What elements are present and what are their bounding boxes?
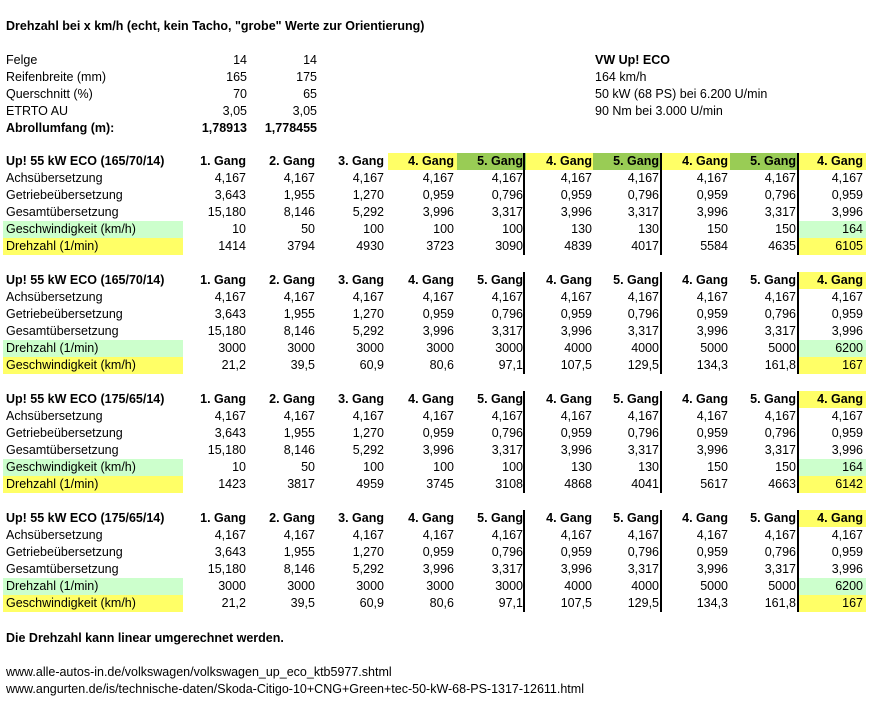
gear-header[interactable]: 5. Gang xyxy=(750,511,796,525)
tire-param-value-165[interactable]: 14 xyxy=(233,53,247,67)
value-cell[interactable]: 4,167 xyxy=(560,528,592,542)
row-label[interactable]: Gesamtübersetzung xyxy=(6,562,119,576)
value-cell[interactable]: 3,996 xyxy=(560,443,592,457)
gear-header[interactable]: 2. Gang xyxy=(269,511,315,525)
value-cell[interactable]: 0,796 xyxy=(491,188,523,202)
value-cell[interactable]: 4,167 xyxy=(831,528,863,542)
value-cell[interactable]: 5584 xyxy=(700,239,728,253)
value-cell[interactable]: 3000 xyxy=(426,579,454,593)
value-cell[interactable]: 8,146 xyxy=(283,562,315,576)
value-cell[interactable]: 4,167 xyxy=(560,290,592,304)
row-label[interactable]: Getriebeübersetzung xyxy=(6,545,123,559)
gear-header[interactable]: 3. Gang xyxy=(338,392,384,406)
gear-header[interactable]: 4. Gang xyxy=(682,273,728,287)
value-cell[interactable]: 3,996 xyxy=(831,324,863,338)
value-cell[interactable]: 100 xyxy=(433,460,454,474)
value-cell[interactable]: 0,796 xyxy=(764,426,796,440)
value-cell[interactable]: 4,167 xyxy=(764,528,796,542)
value-cell[interactable]: 150 xyxy=(775,222,796,236)
value-cell[interactable]: 5617 xyxy=(700,477,728,491)
value-cell[interactable]: 3000 xyxy=(426,341,454,355)
gear-header[interactable]: 1. Gang xyxy=(200,273,246,287)
value-cell[interactable]: 0,959 xyxy=(696,188,728,202)
value-cell[interactable]: 3,317 xyxy=(627,562,659,576)
value-cell[interactable]: 4,167 xyxy=(283,409,315,423)
value-cell[interactable]: 4868 xyxy=(564,477,592,491)
value-cell[interactable]: 1,955 xyxy=(283,545,315,559)
value-cell[interactable]: 3,317 xyxy=(491,443,523,457)
value-cell[interactable]: 1,955 xyxy=(283,188,315,202)
value-cell[interactable]: 4959 xyxy=(356,477,384,491)
gear-header[interactable]: 4. Gang xyxy=(546,392,592,406)
value-cell[interactable]: 60,9 xyxy=(359,358,384,372)
value-cell[interactable]: 130 xyxy=(571,222,592,236)
section-title[interactable]: Up! 55 kW ECO (175/65/14) xyxy=(6,511,165,525)
gear-header[interactable]: 4. Gang xyxy=(682,511,728,525)
value-cell[interactable]: 4,167 xyxy=(352,528,384,542)
value-cell[interactable]: 4,167 xyxy=(352,409,384,423)
value-cell[interactable]: 100 xyxy=(433,222,454,236)
tire-param-label[interactable]: Querschnitt (%) xyxy=(6,87,93,101)
value-cell[interactable]: 3000 xyxy=(356,341,384,355)
row-label[interactable]: Gesamtübersetzung xyxy=(6,443,119,457)
value-cell[interactable]: 161,8 xyxy=(764,596,796,610)
value-cell[interactable]: 4017 xyxy=(631,239,659,253)
value-cell[interactable]: 4000 xyxy=(564,579,592,593)
gear-header[interactable]: 5. Gang xyxy=(457,153,526,170)
value-cell[interactable]: 4,167 xyxy=(422,171,454,185)
gear-header[interactable]: 5. Gang xyxy=(593,153,662,170)
value-cell[interactable]: 3,317 xyxy=(627,324,659,338)
value-cell[interactable]: 3000 xyxy=(495,341,523,355)
gear-header[interactable]: 3. Gang xyxy=(338,273,384,287)
value-cell[interactable]: 8,146 xyxy=(283,324,315,338)
value-cell[interactable]: 3,996 xyxy=(560,205,592,219)
value-cell[interactable]: 3,643 xyxy=(214,426,246,440)
row-label[interactable]: Drehzahl (1/min) xyxy=(3,238,183,255)
value-cell[interactable]: 0,796 xyxy=(627,545,659,559)
gear-header[interactable]: 4. Gang xyxy=(797,153,866,170)
gear-header[interactable]: 4. Gang xyxy=(408,392,454,406)
value-cell[interactable]: 80,6 xyxy=(429,596,454,610)
gear-header[interactable]: 5. Gang xyxy=(750,273,796,287)
section-title[interactable]: Up! 55 kW ECO (165/70/14) xyxy=(6,273,165,287)
value-cell[interactable]: 5,292 xyxy=(352,324,384,338)
value-cell[interactable]: 4,167 xyxy=(764,290,796,304)
value-cell[interactable]: 5,292 xyxy=(352,205,384,219)
gear-header[interactable]: 1. Gang xyxy=(200,154,246,168)
column-divider xyxy=(660,391,662,493)
row-label[interactable]: Achsübersetzung xyxy=(6,171,103,185)
value-cell[interactable]: 0,959 xyxy=(560,545,592,559)
column-divider xyxy=(660,153,662,255)
tire-param-value-165[interactable]: 165 xyxy=(226,70,247,84)
value-cell[interactable]: 0,959 xyxy=(422,307,454,321)
row-label[interactable]: Achsübersetzung xyxy=(6,290,103,304)
value-cell[interactable]: 3,317 xyxy=(491,324,523,338)
value-cell[interactable]: 3,996 xyxy=(696,562,728,576)
value-cell[interactable]: 0,959 xyxy=(422,188,454,202)
gear-header[interactable]: 4. Gang xyxy=(682,392,728,406)
value-cell[interactable]: 4,167 xyxy=(560,409,592,423)
value-cell[interactable]: 4,167 xyxy=(696,409,728,423)
row-label[interactable]: Gesamtübersetzung xyxy=(6,324,119,338)
value-cell[interactable]: 4,167 xyxy=(491,290,523,304)
gear-header[interactable]: 4. Gang xyxy=(797,510,866,527)
value-cell[interactable]: 4,167 xyxy=(491,171,523,185)
gear-header[interactable]: 4. Gang xyxy=(662,153,731,170)
gear-header[interactable]: 5. Gang xyxy=(477,273,523,287)
column-divider xyxy=(797,391,799,493)
value-cell[interactable]: 4,167 xyxy=(831,171,863,185)
value-cell[interactable]: 60,9 xyxy=(359,596,384,610)
tire-param-label[interactable]: Reifenbreite (mm) xyxy=(6,70,107,84)
value-cell[interactable]: 4,167 xyxy=(491,528,523,542)
value-cell[interactable]: 15,180 xyxy=(207,443,246,457)
value-cell[interactable]: 39,5 xyxy=(290,596,315,610)
sheet-title[interactable]: Drehzahl bei x km/h (echt, kein Tacho, "grobe" Werte zur Orientierung) xyxy=(6,19,425,33)
value-cell[interactable]: 50 xyxy=(301,222,315,236)
column-divider xyxy=(523,510,525,612)
value-cell[interactable]: 0,959 xyxy=(560,188,592,202)
column-divider xyxy=(797,510,799,612)
value-cell[interactable]: 3,996 xyxy=(560,562,592,576)
value-cell[interactable]: 3,317 xyxy=(627,443,659,457)
gear-header[interactable]: 4. Gang xyxy=(408,273,454,287)
value-cell[interactable]: 0,796 xyxy=(764,545,796,559)
value-cell[interactable]: 150 xyxy=(707,222,728,236)
value-cell[interactable]: 1,955 xyxy=(283,307,315,321)
footer-note[interactable]: Die Drehzahl kann linear umgerechnet werden. xyxy=(6,631,284,645)
value-cell[interactable]: 4663 xyxy=(768,477,796,491)
value-cell[interactable]: 4,167 xyxy=(627,290,659,304)
value-cell[interactable]: 0,959 xyxy=(831,307,863,321)
link-angurten[interactable]: www.angurten.de/is/technische-daten/Skoda-Citigo-10+CNG+Green+tec-50-kW-68-PS-1317-12611.html xyxy=(6,682,584,696)
value-cell[interactable]: 167 xyxy=(797,595,866,612)
value-cell[interactable]: 50 xyxy=(301,460,315,474)
value-cell[interactable]: 4,167 xyxy=(283,528,315,542)
gear-header[interactable]: 1. Gang xyxy=(200,392,246,406)
gear-header[interactable]: 3. Gang xyxy=(338,154,384,168)
value-cell[interactable]: 0,796 xyxy=(491,307,523,321)
tire-param-value-165[interactable]: 70 xyxy=(233,87,247,101)
value-cell[interactable]: 4,167 xyxy=(214,290,246,304)
car-info-line[interactable]: 50 kW (68 PS) bei 6.200 U/min xyxy=(595,87,768,101)
value-cell[interactable]: 0,796 xyxy=(627,307,659,321)
value-cell[interactable]: 134,3 xyxy=(696,596,728,610)
car-info-line[interactable]: VW Up! ECO xyxy=(595,53,670,67)
value-cell[interactable]: 3,996 xyxy=(422,562,454,576)
value-cell[interactable]: 3000 xyxy=(495,579,523,593)
value-cell[interactable]: 3,317 xyxy=(764,324,796,338)
value-cell[interactable]: 3,643 xyxy=(214,307,246,321)
row-label[interactable]: Getriebeübersetzung xyxy=(6,426,123,440)
row-label[interactable]: Getriebeübersetzung xyxy=(6,188,123,202)
value-cell[interactable]: 3000 xyxy=(356,579,384,593)
value-cell[interactable]: 39,5 xyxy=(290,358,315,372)
value-cell[interactable]: 3,996 xyxy=(422,443,454,457)
gear-header[interactable]: 4. Gang xyxy=(546,511,592,525)
column-divider xyxy=(523,391,525,493)
value-cell[interactable]: 3,643 xyxy=(214,188,246,202)
value-cell[interactable]: 3,996 xyxy=(422,324,454,338)
value-cell[interactable]: 164 xyxy=(797,459,866,476)
gear-header[interactable]: 5. Gang xyxy=(477,511,523,525)
value-cell[interactable]: 130 xyxy=(638,460,659,474)
value-cell[interactable]: 1,270 xyxy=(352,307,384,321)
gear-header[interactable]: 4. Gang xyxy=(388,153,457,170)
value-cell[interactable]: 4930 xyxy=(356,239,384,253)
tire-param-value-175[interactable]: 3,05 xyxy=(292,104,317,118)
value-cell[interactable]: 4,167 xyxy=(696,528,728,542)
section-title[interactable]: Up! 55 kW ECO (175/65/14) xyxy=(6,392,165,406)
value-cell[interactable]: 130 xyxy=(571,460,592,474)
value-cell[interactable]: 100 xyxy=(363,460,384,474)
value-cell[interactable]: 3,317 xyxy=(627,205,659,219)
gear-header[interactable]: 5. Gang xyxy=(613,511,659,525)
tire-param-label[interactable]: Felge xyxy=(6,53,38,67)
value-cell[interactable]: 3000 xyxy=(287,579,315,593)
value-cell[interactable]: 4,167 xyxy=(560,171,592,185)
tire-param-value-175[interactable]: 14 xyxy=(303,53,317,67)
tire-param-value-165[interactable]: 3,05 xyxy=(222,104,247,118)
value-cell[interactable]: 4,167 xyxy=(422,290,454,304)
value-cell[interactable]: 3,643 xyxy=(214,545,246,559)
value-cell[interactable]: 10 xyxy=(232,460,246,474)
value-cell[interactable]: 4,167 xyxy=(696,171,728,185)
value-cell[interactable]: 0,959 xyxy=(560,426,592,440)
value-cell[interactable]: 4,167 xyxy=(352,171,384,185)
gear-header[interactable]: 4. Gang xyxy=(526,153,595,170)
link-alle-autos[interactable]: www.alle-autos-in.de/volkswagen/volkswagen_up_eco_ktb5977.shtml xyxy=(6,665,392,679)
gear-header[interactable]: 4. Gang xyxy=(408,511,454,525)
value-cell[interactable]: 3000 xyxy=(218,579,246,593)
value-cell[interactable]: 0,796 xyxy=(764,307,796,321)
gear-header[interactable]: 5. Gang xyxy=(730,153,799,170)
value-cell[interactable]: 0,959 xyxy=(422,545,454,559)
value-cell[interactable]: 1,270 xyxy=(352,426,384,440)
value-cell[interactable]: 21,2 xyxy=(221,596,246,610)
column-divider xyxy=(797,153,799,255)
value-cell[interactable]: 4,167 xyxy=(283,171,315,185)
value-cell[interactable]: 4041 xyxy=(631,477,659,491)
value-cell[interactable]: 167 xyxy=(797,357,866,374)
column-divider xyxy=(660,272,662,374)
value-cell[interactable]: 5000 xyxy=(700,341,728,355)
value-cell[interactable]: 3,996 xyxy=(831,443,863,457)
value-cell[interactable]: 0,959 xyxy=(696,307,728,321)
value-cell[interactable]: 3,996 xyxy=(696,443,728,457)
value-cell[interactable]: 6142 xyxy=(797,476,866,493)
row-label[interactable]: Achsübersetzung xyxy=(6,528,103,542)
value-cell[interactable]: 134,3 xyxy=(696,358,728,372)
value-cell[interactable]: 5000 xyxy=(700,579,728,593)
gear-header[interactable]: 4. Gang xyxy=(797,391,866,408)
column-divider xyxy=(660,510,662,612)
value-cell[interactable]: 3000 xyxy=(287,341,315,355)
row-label[interactable]: Drehzahl (1/min) xyxy=(3,476,183,493)
value-cell[interactable]: 4,167 xyxy=(764,171,796,185)
value-cell[interactable]: 0,796 xyxy=(627,426,659,440)
value-cell[interactable]: 4,167 xyxy=(764,409,796,423)
value-cell[interactable]: 3745 xyxy=(426,477,454,491)
value-cell[interactable]: 107,5 xyxy=(560,596,592,610)
gear-header[interactable]: 5. Gang xyxy=(750,392,796,406)
row-label[interactable]: Geschwindigkeit (km/h) xyxy=(3,357,183,374)
value-cell[interactable]: 4,167 xyxy=(214,171,246,185)
value-cell[interactable]: 3,317 xyxy=(491,562,523,576)
value-cell[interactable]: 3000 xyxy=(218,341,246,355)
gear-header[interactable]: 5. Gang xyxy=(613,273,659,287)
tire-param-value-175[interactable]: 1,778455 xyxy=(264,121,317,135)
value-cell[interactable]: 3,317 xyxy=(764,443,796,457)
value-cell[interactable]: 0,959 xyxy=(422,426,454,440)
gear-header[interactable]: 2. Gang xyxy=(269,154,315,168)
value-cell[interactable]: 3817 xyxy=(287,477,315,491)
car-info-line[interactable]: 164 km/h xyxy=(595,70,647,84)
value-cell[interactable]: 3090 xyxy=(495,239,523,253)
value-cell[interactable]: 1423 xyxy=(218,477,246,491)
value-cell[interactable]: 3,996 xyxy=(831,562,863,576)
value-cell[interactable]: 21,2 xyxy=(221,358,246,372)
tire-param-label[interactable]: Abrollumfang (m): xyxy=(6,121,115,135)
value-cell[interactable]: 15,180 xyxy=(207,562,246,576)
value-cell[interactable]: 4,167 xyxy=(283,290,315,304)
row-label[interactable]: Achsübersetzung xyxy=(6,409,103,423)
value-cell[interactable]: 0,959 xyxy=(831,545,863,559)
value-cell[interactable]: 15,180 xyxy=(207,324,246,338)
value-cell[interactable]: 5000 xyxy=(768,579,796,593)
row-label[interactable]: Drehzahl (1/min) xyxy=(3,578,183,595)
value-cell[interactable]: 4,167 xyxy=(831,290,863,304)
value-cell[interactable]: 0,959 xyxy=(560,307,592,321)
value-cell[interactable]: 3108 xyxy=(495,477,523,491)
value-cell[interactable]: 3,996 xyxy=(422,205,454,219)
section-title[interactable]: Up! 55 kW ECO (165/70/14) xyxy=(6,154,165,168)
value-cell[interactable]: 3794 xyxy=(287,239,315,253)
value-cell[interactable]: 3,996 xyxy=(831,205,863,219)
value-cell[interactable]: 6200 xyxy=(797,340,866,357)
row-label[interactable]: Geschwindigkeit (km/h) xyxy=(3,595,183,612)
value-cell[interactable]: 1,955 xyxy=(283,426,315,440)
value-cell[interactable]: 0,796 xyxy=(491,545,523,559)
value-cell[interactable]: 4000 xyxy=(631,341,659,355)
value-cell[interactable]: 8,146 xyxy=(283,443,315,457)
value-cell[interactable]: 0,959 xyxy=(831,426,863,440)
value-cell[interactable]: 0,796 xyxy=(764,188,796,202)
value-cell[interactable]: 150 xyxy=(707,460,728,474)
gear-header[interactable]: 5. Gang xyxy=(613,392,659,406)
value-cell[interactable]: 3,996 xyxy=(696,324,728,338)
gear-header[interactable]: 2. Gang xyxy=(269,273,315,287)
value-cell[interactable]: 0,959 xyxy=(696,426,728,440)
tire-param-value-175[interactable]: 65 xyxy=(303,87,317,101)
row-label[interactable]: Geschwindigkeit (km/h) xyxy=(3,459,183,476)
tire-param-label[interactable]: ETRTO AU xyxy=(6,104,69,118)
gear-header[interactable]: 4. Gang xyxy=(797,272,866,289)
tire-param-value-165[interactable]: 1,78913 xyxy=(201,121,247,135)
value-cell[interactable]: 3,996 xyxy=(560,324,592,338)
value-cell[interactable]: 100 xyxy=(363,222,384,236)
value-cell[interactable]: 0,796 xyxy=(491,426,523,440)
car-info-line[interactable]: 90 Nm bei 3.000 U/min xyxy=(595,104,723,118)
value-cell[interactable]: 6200 xyxy=(797,578,866,595)
value-cell[interactable]: 4,167 xyxy=(627,171,659,185)
value-cell[interactable]: 4000 xyxy=(631,579,659,593)
value-cell[interactable]: 130 xyxy=(638,222,659,236)
value-cell[interactable]: 164 xyxy=(797,221,866,238)
gear-header[interactable]: 5. Gang xyxy=(477,392,523,406)
value-cell[interactable]: 4,167 xyxy=(491,409,523,423)
value-cell[interactable]: 0,796 xyxy=(627,188,659,202)
value-cell[interactable]: 1,270 xyxy=(352,188,384,202)
value-cell[interactable]: 0,959 xyxy=(831,188,863,202)
value-cell[interactable]: 4,167 xyxy=(352,290,384,304)
value-cell[interactable]: 4,167 xyxy=(214,528,246,542)
value-cell[interactable]: 4,167 xyxy=(627,528,659,542)
value-cell[interactable]: 3,996 xyxy=(696,205,728,219)
value-cell[interactable]: 80,6 xyxy=(429,358,454,372)
value-cell[interactable]: 97,1 xyxy=(498,596,523,610)
value-cell[interactable]: 5,292 xyxy=(352,562,384,576)
value-cell[interactable]: 10 xyxy=(232,222,246,236)
value-cell[interactable]: 5000 xyxy=(768,341,796,355)
value-cell[interactable]: 0,959 xyxy=(696,545,728,559)
row-label[interactable]: Geschwindigkeit (km/h) xyxy=(3,221,183,238)
value-cell[interactable]: 15,180 xyxy=(207,205,246,219)
value-cell[interactable]: 100 xyxy=(502,460,523,474)
value-cell[interactable]: 1414 xyxy=(218,239,246,253)
value-cell[interactable]: 4000 xyxy=(564,341,592,355)
value-cell[interactable]: 3,317 xyxy=(764,562,796,576)
value-cell[interactable]: 4,167 xyxy=(422,409,454,423)
column-divider xyxy=(797,272,799,374)
value-cell[interactable]: 129,5 xyxy=(627,358,659,372)
value-cell[interactable]: 4,167 xyxy=(422,528,454,542)
value-cell[interactable]: 3723 xyxy=(426,239,454,253)
value-cell[interactable]: 4,167 xyxy=(696,290,728,304)
row-label[interactable]: Getriebeübersetzung xyxy=(6,307,123,321)
value-cell[interactable]: 161,8 xyxy=(764,358,796,372)
value-cell[interactable]: 150 xyxy=(775,460,796,474)
value-cell[interactable]: 5,292 xyxy=(352,443,384,457)
tire-param-value-175[interactable]: 175 xyxy=(296,70,317,84)
value-cell[interactable]: 129,5 xyxy=(627,596,659,610)
value-cell[interactable]: 97,1 xyxy=(498,358,523,372)
value-cell[interactable]: 4,167 xyxy=(831,409,863,423)
value-cell[interactable]: 4839 xyxy=(564,239,592,253)
row-label[interactable]: Drehzahl (1/min) xyxy=(3,340,183,357)
column-divider xyxy=(523,153,525,255)
value-cell[interactable]: 3,317 xyxy=(764,205,796,219)
value-cell[interactable]: 1,270 xyxy=(352,545,384,559)
value-cell[interactable]: 4,167 xyxy=(627,409,659,423)
column-divider xyxy=(523,272,525,374)
value-cell[interactable]: 4,167 xyxy=(214,409,246,423)
value-cell[interactable]: 100 xyxy=(502,222,523,236)
gear-header[interactable]: 2. Gang xyxy=(269,392,315,406)
value-cell[interactable]: 6105 xyxy=(797,238,866,255)
gear-header[interactable]: 4. Gang xyxy=(546,273,592,287)
gear-header[interactable]: 3. Gang xyxy=(338,511,384,525)
row-label[interactable]: Gesamtübersetzung xyxy=(6,205,119,219)
value-cell[interactable]: 4635 xyxy=(768,239,796,253)
value-cell[interactable]: 3,317 xyxy=(491,205,523,219)
value-cell[interactable]: 107,5 xyxy=(560,358,592,372)
gear-header[interactable]: 1. Gang xyxy=(200,511,246,525)
value-cell[interactable]: 8,146 xyxy=(283,205,315,219)
